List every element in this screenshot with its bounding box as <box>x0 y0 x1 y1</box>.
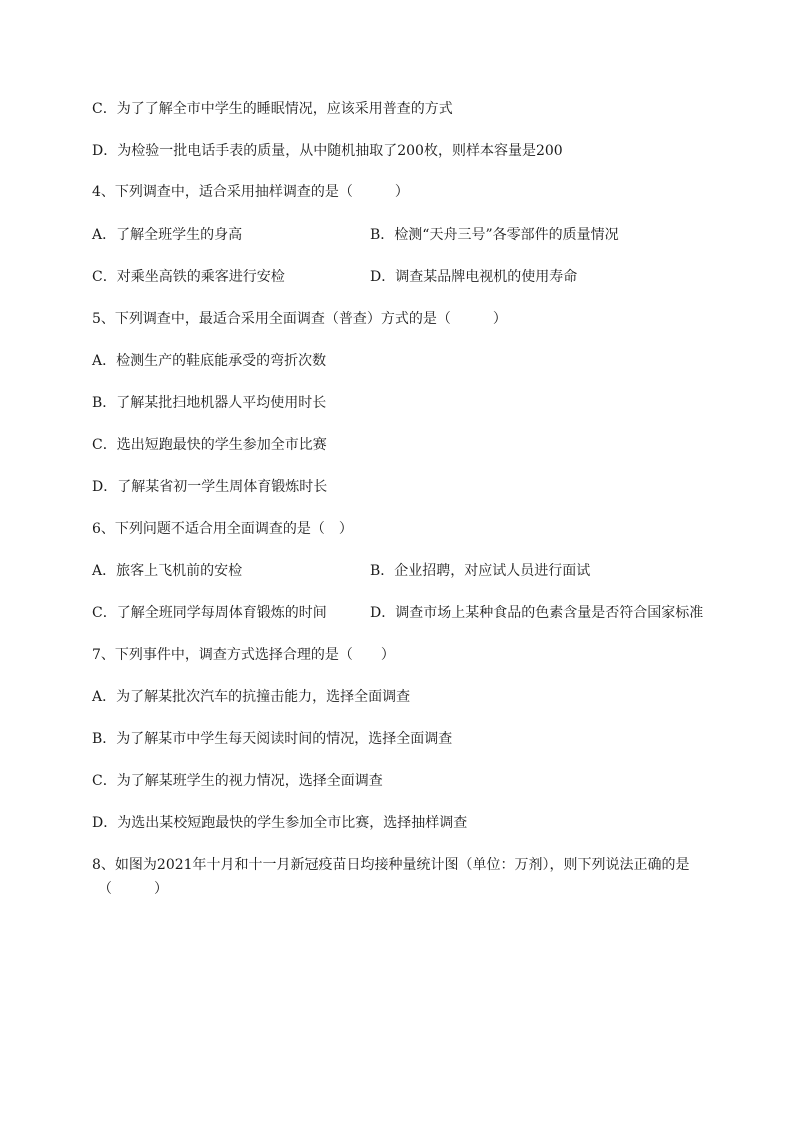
q7-option-a: A．为了解某批次汽车的抗撞击能力，选择全面调查 <box>92 689 411 705</box>
q3-option-c: C．为了了解全市中学生的睡眠情况，应该采用普查的方式 <box>92 101 453 117</box>
q6-stem: 6、下列问题不适合用全面调查的是（ ） <box>92 521 353 537</box>
q7-option-b: B．为了解某市中学生每天阅读时间的情况，选择全面调查 <box>92 731 453 747</box>
q5-option-c: C．选出短跑最快的学生参加全市比赛 <box>92 437 327 453</box>
q7-option-d: D．为选出某校短跑最快的学生参加全市比赛，选择抽样调查 <box>92 815 468 831</box>
q6-option-a: A．旅客上飞机前的安检 <box>92 563 243 579</box>
q3-option-d: D．为检验一批电话手表的质量，从中随机抽取了200枚，则样本容量是200 <box>92 143 563 159</box>
q5-stem: 5、下列调查中，最适合采用全面调查（普查）方式的是（ ） <box>92 311 507 327</box>
q6-option-b: B．企业招聘，对应试人员进行面试 <box>370 563 591 579</box>
q4-option-c: C．对乘坐高铁的乘客进行安检 <box>92 269 285 285</box>
q5-option-a: A．检测生产的鞋底能承受的弯折次数 <box>92 353 327 369</box>
q6-option-c: C．了解全班同学每周体育锻炼的时间 <box>92 605 327 621</box>
q4-option-b: B．检测“天舟三号”各零部件的质量情况 <box>370 227 619 243</box>
q4-option-d: D．调查某品牌电视机的使用寿命 <box>370 269 578 285</box>
q7-stem: 7、下列事件中，调查方式选择合理的是（ ） <box>92 647 395 663</box>
q5-option-b: B．了解某批扫地机器人平均使用时长 <box>92 395 327 411</box>
q5-option-d: D．了解某省初一学生周体育锻炼时长 <box>92 479 328 495</box>
q4-option-a: A．了解全班学生的身高 <box>92 227 243 243</box>
q8-stem: 8、如图为2021年十月和十一月新冠疫苗日均接种量统计图（单位：万剂），则下列说法正确的是 <box>92 857 690 873</box>
q7-option-c: C．为了解某班学生的视力情况，选择全面调查 <box>92 773 383 789</box>
q4-stem: 4、下列调查中，适合采用抽样调查的是（ ） <box>92 184 409 200</box>
q6-option-d: D．调查市场上某种食品的色素含量是否符合国家标准 <box>370 605 704 621</box>
q8-answer-blank: （ ） <box>98 881 168 897</box>
